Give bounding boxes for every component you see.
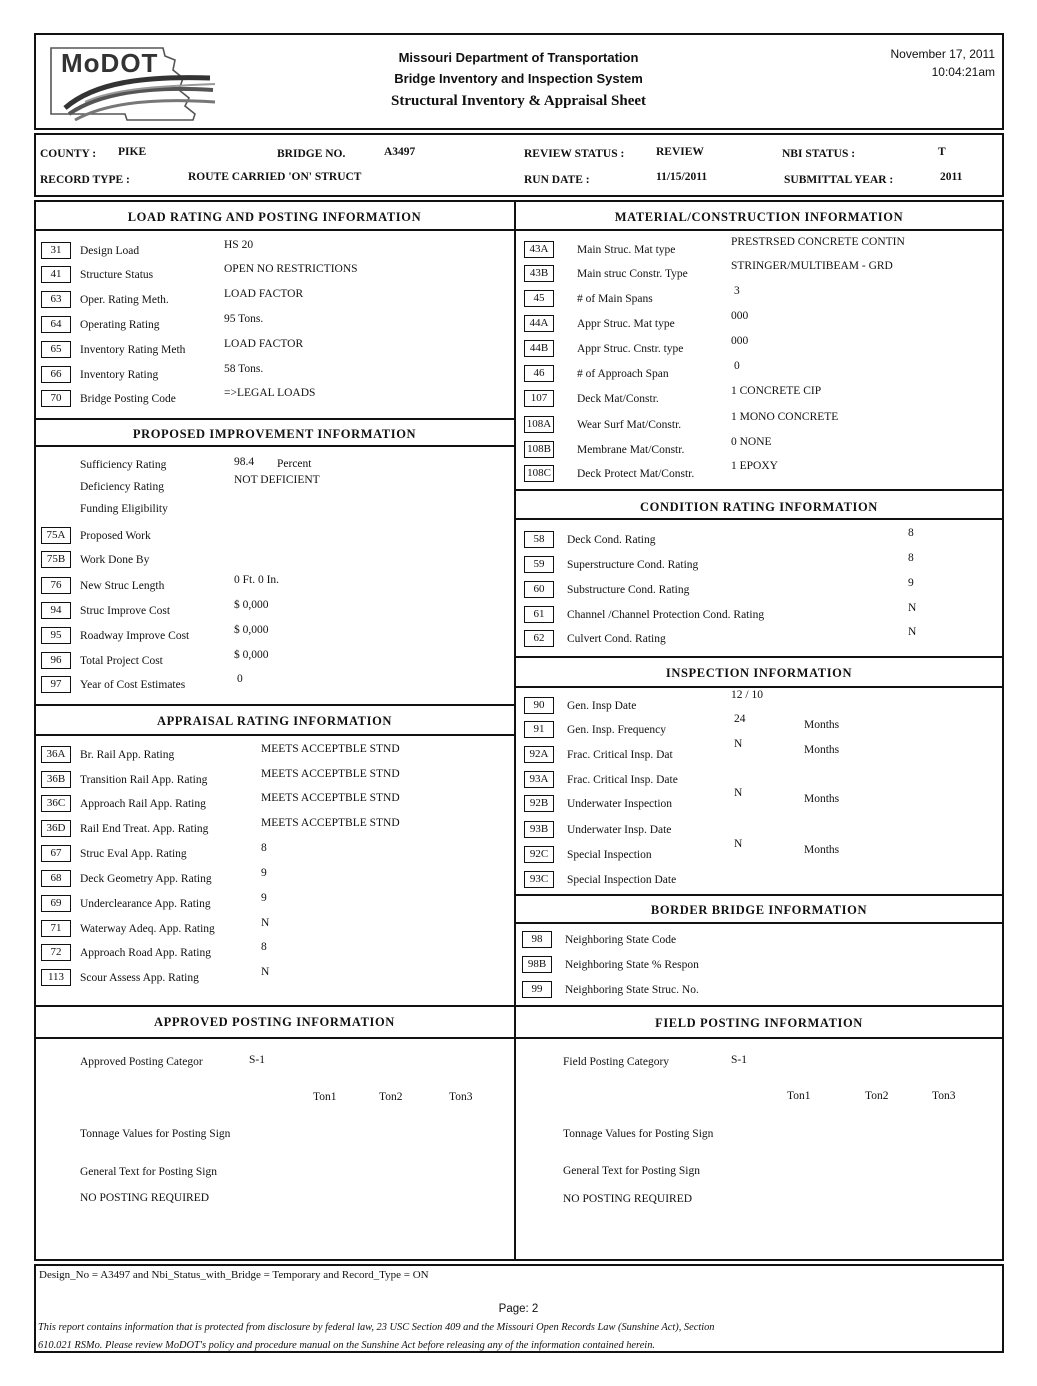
field-value: MEETS ACCEPTBLE STND <box>261 792 400 804</box>
item-number-box: 93B <box>524 821 554 838</box>
field-label: Struc Improve Cost <box>80 605 171 617</box>
field-label: Inventory Rating Meth <box>80 344 186 356</box>
field-value: OPEN NO RESTRICTIONS <box>224 263 358 275</box>
county-label: COUNTY : <box>40 148 97 160</box>
field-value: 3 <box>734 285 740 297</box>
field-value: 0 <box>237 673 243 685</box>
field-general-text: NO POSTING REQUIRED <box>563 1193 693 1205</box>
field-value: 000 <box>731 310 749 322</box>
proposed-title: PROPOSED IMPROVEMENT INFORMATION <box>132 427 417 441</box>
item-number-box: 31 <box>41 242 71 259</box>
run-date-label: RUN DATE : <box>524 174 590 186</box>
column-divider <box>514 200 516 1261</box>
nbi-status-label: NBI STATUS : <box>782 148 856 160</box>
approved-category-value: S-1 <box>249 1054 265 1066</box>
condition-title: CONDITION RATING INFORMATION <box>640 500 878 514</box>
item-number-box: 75B <box>41 551 71 568</box>
field-label: Waterway Adeq. App. Rating <box>80 923 215 935</box>
approved-ton3: Ton3 <box>449 1091 473 1103</box>
sufficiency-unit: Percent <box>277 458 312 470</box>
item-number-box: 96 <box>41 652 71 669</box>
review-status-label: REVIEW STATUS : <box>524 148 625 160</box>
rule <box>34 418 515 420</box>
item-number-box: 93A <box>524 771 554 788</box>
sheet-title: Structural Inventory & Appraisal Sheet <box>391 93 646 109</box>
field-value: N <box>908 602 917 614</box>
field-label: Work Done By <box>80 554 150 566</box>
field-value: LOAD FACTOR <box>224 288 304 300</box>
field-value: 9 <box>261 892 267 904</box>
item-number-box: 92A <box>524 746 554 763</box>
item-number-box: 46 <box>524 365 554 382</box>
item-number-box: 65 <box>41 341 71 358</box>
field-label: Struc Eval App. Rating <box>80 848 187 860</box>
item-number-box: 92B <box>524 795 554 812</box>
field-label: Operating Rating <box>80 319 160 331</box>
field-value: $ 0,000 <box>234 599 269 611</box>
item-number-box: 68 <box>41 870 71 887</box>
item-number-box: 66 <box>41 366 71 383</box>
appraisal-title: APPRAISAL RATING INFORMATION <box>156 714 393 728</box>
field-label: Wear Surf Mat/Constr. <box>577 419 682 431</box>
item-number-box: 107 <box>524 390 554 407</box>
field-value: 8 <box>261 842 267 854</box>
field-label: Design Load <box>80 245 140 257</box>
item-number-box: 108B <box>524 441 554 458</box>
nbi-status-value: T <box>938 146 946 158</box>
item-number-box: 108C <box>524 465 554 482</box>
field-label: Culvert Cond. Rating <box>567 633 666 645</box>
field-label: Special Inspection <box>567 849 652 861</box>
field-label: Deck Protect Mat/Constr. <box>577 468 695 480</box>
item-number-box: 58 <box>524 531 554 548</box>
field-label: Year of Cost Estimates <box>80 679 186 691</box>
approved-posting-title: APPROVED POSTING INFORMATION <box>154 1015 395 1029</box>
item-number-box: 67 <box>41 845 71 862</box>
item-number-box: 41 <box>41 266 71 283</box>
approved-ton1: Ton1 <box>313 1091 337 1103</box>
item-number-box: 36D <box>41 820 71 837</box>
report-time: 10:04:21am <box>931 65 995 79</box>
rule <box>34 734 515 736</box>
item-number-box: 70 <box>41 390 71 407</box>
field-unit: Months <box>804 793 840 805</box>
field-label: Main struc Constr. Type <box>577 268 688 280</box>
info-box <box>34 133 1004 197</box>
item-number-box: 36B <box>41 771 71 788</box>
item-number-box: 60 <box>524 581 554 598</box>
field-label: Proposed Work <box>80 530 151 542</box>
field-category-label: Field Posting Category <box>563 1056 670 1068</box>
rule <box>34 704 515 706</box>
field-label: Oper. Rating Meth. <box>80 294 169 306</box>
item-number-box: 91 <box>524 721 554 738</box>
field-label: Deck Cond. Rating <box>567 534 656 546</box>
rule <box>34 445 515 447</box>
field-value: 58 Tons. <box>224 363 264 375</box>
main-grid-box <box>34 200 1004 1261</box>
field-value: N <box>261 966 270 978</box>
field-label: Approach Road App. Rating <box>80 947 211 959</box>
field-label: Gen. Insp Date <box>567 700 637 712</box>
item-number-box: 108A <box>524 416 554 433</box>
item-number-box: 92C <box>524 846 554 863</box>
rule <box>514 922 1004 924</box>
field-label: Roadway Improve Cost <box>80 630 190 642</box>
field-label: Frac. Critical Insp. Dat <box>567 749 673 761</box>
system-name: Bridge Inventory and Inspection System <box>394 71 643 86</box>
field-value: 24 <box>734 713 746 725</box>
field-label: Underclearance App. Rating <box>80 898 211 910</box>
query-text: Design_No = A3497 and Nbi_Status_with_Bridge = Temporary and Record_Type = ON <box>39 1269 429 1281</box>
approved-ton2: Ton2 <box>379 1091 403 1103</box>
field-label: Channel /Channel Protection Cond. Rating <box>567 609 765 621</box>
field-label: # of Main Spans <box>577 293 653 305</box>
item-number-box: 98B <box>522 956 552 973</box>
field-value: 0 Ft. 0 In. <box>234 574 280 586</box>
rule <box>514 656 1004 658</box>
load-rating-title: LOAD RATING AND POSTING INFORMATION <box>127 210 422 224</box>
logo-text: MoDOT <box>61 48 159 78</box>
record-type-label: RECORD TYPE : <box>40 174 130 186</box>
field-value: N <box>734 738 743 750</box>
item-number-box: 63 <box>41 291 71 308</box>
rule <box>514 1005 1004 1007</box>
item-number-box: 98 <box>522 931 552 948</box>
field-value: 9 <box>261 867 267 879</box>
field-label: Superstructure Cond. Rating <box>567 559 699 571</box>
approved-general-text: NO POSTING REQUIRED <box>80 1192 210 1204</box>
field-label: Neighboring State Code <box>565 934 677 946</box>
report-date: November 17, 2011 <box>890 47 995 61</box>
field-value: 8 <box>908 552 914 564</box>
field-value: HS 20 <box>224 239 254 251</box>
rule <box>34 229 515 231</box>
record-type-value: ROUTE CARRIED 'ON' STRUCT <box>188 171 362 183</box>
approved-general-label: General Text for Posting Sign <box>80 1166 217 1178</box>
rule <box>34 1037 515 1039</box>
county-value: PIKE <box>118 146 147 158</box>
field-label: Neighboring State Struc. No. <box>565 984 699 996</box>
item-number-box: 75A <box>41 527 71 544</box>
item-number-box: 72 <box>41 944 71 961</box>
field-value: 000 <box>731 335 749 347</box>
field-ton2: Ton2 <box>865 1090 889 1102</box>
field-value: MEETS ACCEPTBLE STND <box>261 768 400 780</box>
item-number-box: 62 <box>524 630 554 647</box>
field-label: Deck Mat/Constr. <box>577 393 659 405</box>
field-value: N <box>734 838 743 850</box>
item-number-box: 94 <box>41 602 71 619</box>
field-value: MEETS ACCEPTBLE STND <box>261 817 400 829</box>
material-title: MATERIAL/CONSTRUCTION INFORMATION <box>614 210 904 224</box>
field-label: Structure Status <box>80 269 154 281</box>
item-number-box: 64 <box>41 316 71 333</box>
field-ton1: Ton1 <box>787 1090 811 1102</box>
field-value: 8 <box>261 941 267 953</box>
field-label: Substructure Cond. Rating <box>567 584 690 596</box>
field-general-label: General Text for Posting Sign <box>563 1165 700 1177</box>
submittal-year-value: 2011 <box>940 171 963 183</box>
item-number-box: 99 <box>522 981 552 998</box>
field-label: Deck Geometry App. Rating <box>80 873 212 885</box>
item-number-box: 59 <box>524 556 554 573</box>
field-value: $ 0,000 <box>234 649 269 661</box>
field-label: Membrane Mat/Constr. <box>577 444 685 456</box>
field-label: Approach Rail App. Rating <box>80 798 206 810</box>
field-label: Appr Struc. Cnstr. type <box>577 343 684 355</box>
field-label: Total Project Cost <box>80 655 163 667</box>
item-number-box: 97 <box>41 676 71 693</box>
field-tonnage-label: Tonnage Values for Posting Sign <box>563 1128 714 1140</box>
item-number-box: 36C <box>41 795 71 812</box>
field-value: 1 CONCRETE CIP <box>731 385 822 397</box>
field-label: Rail End Treat. App. Rating <box>80 823 209 835</box>
field-value: N <box>908 626 917 638</box>
field-label: Bridge Posting Code <box>80 393 176 405</box>
field-value: $ 0,000 <box>234 624 269 636</box>
item-number-box: 43A <box>524 241 554 258</box>
field-label: # of Approach Span <box>577 368 669 380</box>
field-label: Underwater Insp. Date <box>567 824 672 836</box>
item-number-box: 45 <box>524 290 554 307</box>
submittal-year-label: SUBMITTAL YEAR : <box>784 174 894 186</box>
bridge-no-value: A3497 <box>384 146 416 158</box>
rule <box>34 1005 515 1007</box>
field-label: Transition Rail App. Rating <box>80 774 208 786</box>
field-value: N <box>734 787 743 799</box>
field-label: Main Struc. Mat type <box>577 244 676 256</box>
approved-tonnage-label: Tonnage Values for Posting Sign <box>80 1128 231 1140</box>
item-number-box: 69 <box>41 895 71 912</box>
funding-label: Funding Eligibility <box>80 503 168 515</box>
field-value: STRINGER/MULTIBEAM - GRD <box>731 260 893 272</box>
item-number-box: 44A <box>524 315 554 332</box>
page-number: Page: 2 <box>498 1303 539 1315</box>
disclaimer-line-1: This report contains information that is protected from disclosure by federal law, 23 USC Section 409 and the Missouri Open Records Law (Sunshine Act), Section <box>38 1322 715 1333</box>
field-label: Scour Assess App. Rating <box>80 972 199 984</box>
item-number-box: 71 <box>41 920 71 937</box>
field-unit: Months <box>804 744 840 756</box>
field-value: 95 Tons. <box>224 313 264 325</box>
field-label: Appr Struc. Mat type <box>577 318 675 330</box>
item-number-box: 95 <box>41 627 71 644</box>
field-label: Gen. Insp. Frequency <box>567 724 667 736</box>
field-label: Frac. Critical Insp. Date <box>567 774 678 786</box>
item-number-box: 36A <box>41 746 71 763</box>
rule <box>514 229 1004 231</box>
item-number-box: 43B <box>524 265 554 282</box>
field-value: 9 <box>908 577 914 589</box>
field-ton3: Ton3 <box>932 1090 956 1102</box>
field-value: LOAD FACTOR <box>224 338 304 350</box>
rule <box>514 1037 1004 1039</box>
field-label: Underwater Inspection <box>567 798 673 810</box>
field-value: 8 <box>908 527 914 539</box>
deficiency-value: NOT DEFICIENT <box>234 474 320 486</box>
item-number-box: 61 <box>524 606 554 623</box>
field-value: 0 NONE <box>731 436 772 448</box>
rule <box>514 894 1004 896</box>
item-number-box: 113 <box>41 969 71 986</box>
field-value: 0 <box>734 360 740 372</box>
disclaimer-line-2: 610.021 RSMo. Please review MoDOT's policy and procedure manual on the Sunshine Act before releasing any of the information contained herein. <box>38 1340 655 1351</box>
rule <box>514 686 1004 688</box>
field-value: N <box>261 917 270 929</box>
run-date-value: 11/15/2011 <box>656 171 708 183</box>
review-status-value: REVIEW <box>656 146 704 158</box>
field-value: MEETS ACCEPTBLE STND <box>261 743 400 755</box>
inspection-title: INSPECTION INFORMATION <box>665 666 853 680</box>
item-number-box: 44B <box>524 340 554 357</box>
field-unit: Months <box>804 844 840 856</box>
item-number-box: 76 <box>41 577 71 594</box>
field-value: =>LEGAL LOADS <box>224 387 316 399</box>
field-label: Neighboring State % Respon <box>565 959 699 971</box>
border-title: BORDER BRIDGE INFORMATION <box>650 903 868 917</box>
field-label: Br. Rail App. Rating <box>80 749 175 761</box>
field-label: Inventory Rating <box>80 369 159 381</box>
field-value: PRESTRSED CONCRETE CONTIN <box>731 236 905 248</box>
item-number-box: 90 <box>524 697 554 714</box>
field-value: 1 EPOXY <box>731 460 778 472</box>
sufficiency-value: 98.4 <box>234 456 255 468</box>
rule <box>514 489 1004 491</box>
field-category-value: S-1 <box>731 1054 747 1066</box>
field-posting-title: FIELD POSTING INFORMATION <box>655 1016 863 1030</box>
org-name: Missouri Department of Transportation <box>398 50 639 65</box>
field-value: 12 / 10 <box>731 689 763 701</box>
approved-category-label: Approved Posting Categor <box>80 1056 203 1068</box>
bridge-no-label: BRIDGE NO. <box>277 148 346 160</box>
deficiency-label: Deficiency Rating <box>80 481 164 493</box>
field-unit: Months <box>804 719 840 731</box>
field-label: Special Inspection Date <box>567 874 677 886</box>
item-number-box: 93C <box>524 871 554 888</box>
field-value: 1 MONO CONCRETE <box>731 411 839 423</box>
sufficiency-label: Sufficiency Rating <box>80 459 167 471</box>
rule <box>514 518 1004 520</box>
field-label: New Struc Length <box>80 580 165 592</box>
